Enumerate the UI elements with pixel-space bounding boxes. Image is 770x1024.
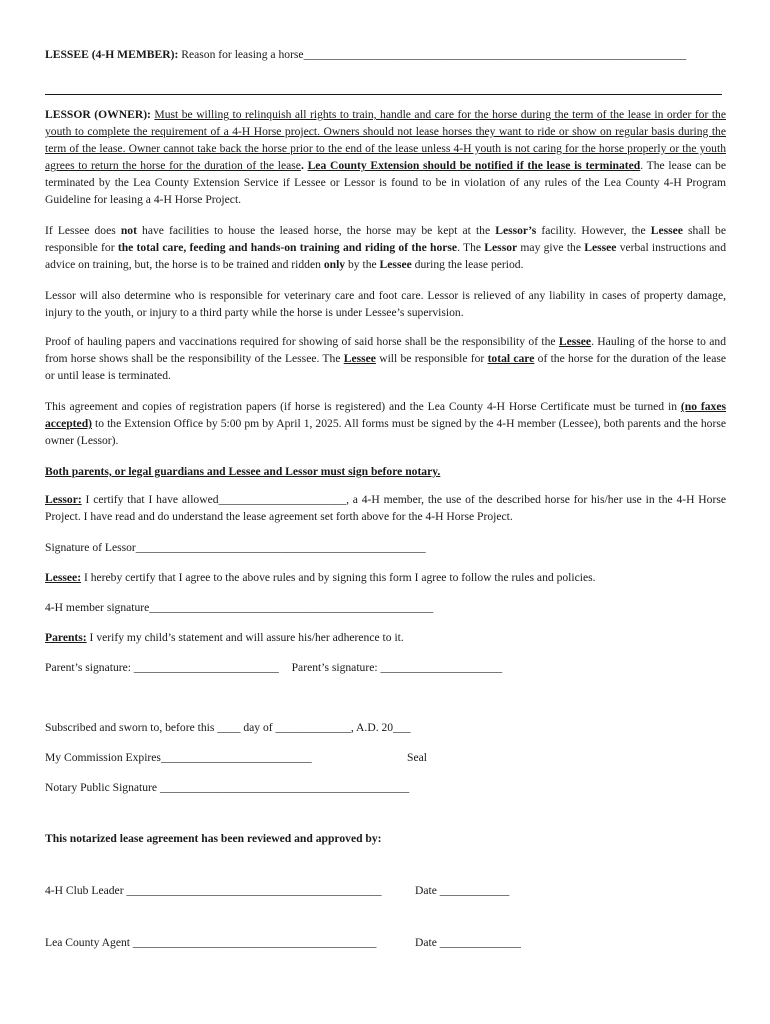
no-faxes-notice: (no faxes accepted) xyxy=(45,400,726,430)
agreement-paragraph xyxy=(45,398,726,449)
vet-care-paragraph: Lessor will also determine who is responsible for veterinary care and foot care. Lessor is relieved of any liability in cases of property damage, injury to the youth, or injury to a third party while the horse is under Lessee’s supervision. xyxy=(45,289,726,319)
facilities-emphasis: Lessor xyxy=(484,241,518,254)
lessee-reason-blank: __________________________________________________________________ xyxy=(303,48,687,61)
agreement-text: to the Extension Office by 5:00 pm by April 1, 2025. All forms must be signed by the 4-H member (Lessee), both parents and the horse owner (Lessor). xyxy=(45,417,726,447)
hauling-text: will be responsible for xyxy=(375,352,488,365)
facilities-text: If Lessee does xyxy=(45,224,121,237)
facilities-emphasis: not xyxy=(120,224,137,237)
parent-signature-field-1[interactable]: Parent’s signature: _________________________ xyxy=(45,661,279,674)
lessor-owner-label: LESSOR (OWNER): xyxy=(45,108,151,121)
member-signature-field[interactable]: 4-H member signature_________________________________________________ xyxy=(45,601,434,614)
subscribed-sworn-line[interactable]: Subscribed and sworn to, before this ____ day of _____________, A.D. 20___ xyxy=(45,721,411,734)
facilities-emphasis: Lessor’s xyxy=(495,224,537,237)
lessee-reason-line xyxy=(45,46,726,63)
lessee-label: LESSEE (4-H MEMBER): xyxy=(45,48,179,61)
hauling-emphasis: total care xyxy=(487,352,535,365)
county-agent-signature-field[interactable]: Lea County Agent __________________________________________ xyxy=(45,936,377,949)
lessor-owner-paragraph xyxy=(45,106,726,208)
county-agent-date-field[interactable]: Date ______________ xyxy=(415,936,521,949)
member-name-field[interactable]: ______________________ xyxy=(218,493,347,506)
reviewed-heading: This notarized lease agreement has been reviewed and approved by: xyxy=(45,832,382,845)
facilities-text: . The xyxy=(457,241,485,254)
blank-line xyxy=(45,94,722,95)
seal-label: Seal xyxy=(407,751,427,764)
termination-notice: Lea County Extension should be notified if the lease is terminated xyxy=(307,159,641,172)
commission-expires-field[interactable]: My Commission Expires__________________________ xyxy=(45,751,312,764)
facilities-emphasis: Lessee xyxy=(584,241,617,254)
lessor-owner-termination-text: . The lease can be terminated by the Lea County Extension Service if Lessee or Lessor is found to be in violation of any rules of the Lea County 4-H Program Guideline for leasing a 4-H Horse Project. xyxy=(45,159,726,206)
notary-signature-field[interactable]: Notary Public Signature ___________________________________________ xyxy=(45,781,410,794)
hauling-emphasis: Lessee xyxy=(558,335,592,348)
lessee-cert-label: Lessee: xyxy=(45,571,82,584)
facilities-paragraph xyxy=(45,222,726,273)
club-leader-signature-field[interactable]: 4-H Club Leader ____________________________________________ xyxy=(45,884,382,897)
lessor-cert-label: Lessor: xyxy=(45,493,82,506)
facilities-text: during the lease period. xyxy=(411,258,524,271)
facilities-text: shall be responsible for xyxy=(45,224,726,254)
facilities-text: may give the xyxy=(517,241,585,254)
hauling-emphasis: Lessee xyxy=(343,352,376,365)
lessee-reason-text: Reason for leasing a horse xyxy=(178,48,304,61)
lessee-cert-text: I hereby certify that I agree to the above rules and by signing this form I agree to follow the rules and policies. xyxy=(81,571,596,584)
facilities-emphasis: only xyxy=(323,258,346,271)
facilities-text: have facilities to house the leased horse, the horse may be kept at the xyxy=(136,224,496,237)
hauling-text: of the horse for the duration of the lease or until lease is terminated. xyxy=(45,352,726,382)
club-leader-row xyxy=(45,882,726,899)
hauling-text: Proof of hauling papers and vaccinations required for showing of said horse shall be the responsibility of the xyxy=(45,335,559,348)
hauling-text: . Hauling of the horse to and from horse shows shall be the responsibility of the Lessee. The xyxy=(45,335,726,365)
facilities-text: by the xyxy=(345,258,380,271)
agreement-text: This agreement and copies of registration papers (if horse is registered) and the Lea County 4-H Horse Certificate must be turned in xyxy=(45,400,681,413)
hauling-paragraph xyxy=(45,333,726,384)
county-agent-row xyxy=(45,934,726,951)
lessor-cert-text: I certify that I have allowed xyxy=(81,493,219,506)
facilities-text: facility. However, the xyxy=(536,224,651,237)
lessor-certification xyxy=(45,491,726,525)
parents-statement xyxy=(45,629,726,646)
lessor-owner-terms: Must be willing to relinquish all rights to train, handle and care for the horse during the term of the lease in order for the youth to complete the requirement of a 4-H Horse project. Owners should not lease horses they want to ride or show on regular basis during the term of the lease. Owner cannot take back the horse prior to the end of the lease unless 4-H youth is not caring for the horse properly or the youth agrees to return the horse for the duration of the lease xyxy=(45,108,726,172)
lessor-owner-period: . xyxy=(300,159,304,172)
facilities-emphasis: the total care, feeding and hands-on training and riding of the horse xyxy=(117,241,458,254)
parent-signatures-row xyxy=(45,659,726,676)
facilities-text: verbal instructions and advice on training, but, the horse is to be trained and ridden xyxy=(45,241,727,271)
lessor-signature-field[interactable]: Signature of Lessor__________________________________________________ xyxy=(45,541,426,554)
facilities-emphasis: Lessee xyxy=(650,224,683,237)
lessor-cert-text: , a 4-H member, the use of the described horse for his/her use in the 4-H Horse Project. I have read and do understand the lease agreement set forth above for the 4-H Horse Project. xyxy=(45,493,726,523)
notary-heading: Both parents, or legal guardians and Lessee and Lessor must sign before notary. xyxy=(45,465,441,478)
parent-signature-field-2[interactable]: Parent’s signature: _____________________ xyxy=(291,661,503,674)
club-leader-date-field[interactable]: Date ____________ xyxy=(415,884,510,897)
facilities-emphasis: Lessee xyxy=(379,258,412,271)
parents-text: I verify my child’s statement and will assure his/her adherence to it. xyxy=(86,631,404,644)
commission-row xyxy=(45,749,726,766)
lessee-certification xyxy=(45,569,726,586)
parents-label: Parents: xyxy=(45,631,87,644)
